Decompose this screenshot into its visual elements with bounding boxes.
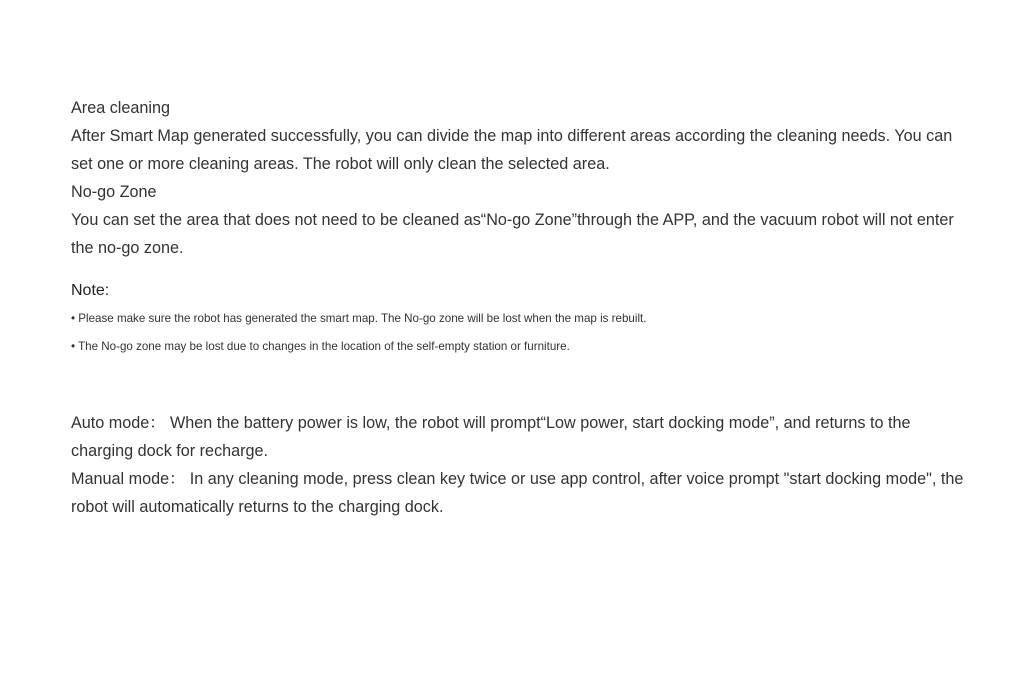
note-item: • The No-go zone may be lost due to changes in the location of the self-empty station or furniture. [71, 340, 570, 353]
note-section [71, 277, 971, 361]
no-go-zone-body: You can set the area that does not need to be cleaned as“No-go Zone”through the APP, and the vacuum robot will not enter the no-go zone. [71, 211, 954, 257]
manual-mode-text: Manual mode： In any cleaning mode, press clean key twice or use app control, after voice prompt "start docking mode", the robot will automatically returns to the charging dock. [71, 470, 964, 516]
docking-modes-section [71, 409, 971, 521]
note-title: Note: [71, 282, 110, 299]
no-go-zone-title: No-go Zone [71, 183, 157, 201]
note-item: • Please make sure the robot has generated the smart map. The No-go zone will be lost when the map is rebuilt. [71, 312, 647, 325]
area-cleaning-body: After Smart Map generated successfully, you can divide the map into different areas according the cleaning needs. You can set one or more cleaning areas. The robot will only clean the selected area. [71, 127, 953, 173]
area-cleaning-section [71, 94, 971, 178]
document-content [71, 94, 971, 521]
auto-mode-text: Auto mode： When the battery power is low, the robot will prompt“Low power, start docking mode”, and returns to the charging dock for recharge. [71, 414, 911, 460]
area-cleaning-title: Area cleaning [71, 99, 170, 117]
no-go-zone-section [71, 178, 971, 262]
